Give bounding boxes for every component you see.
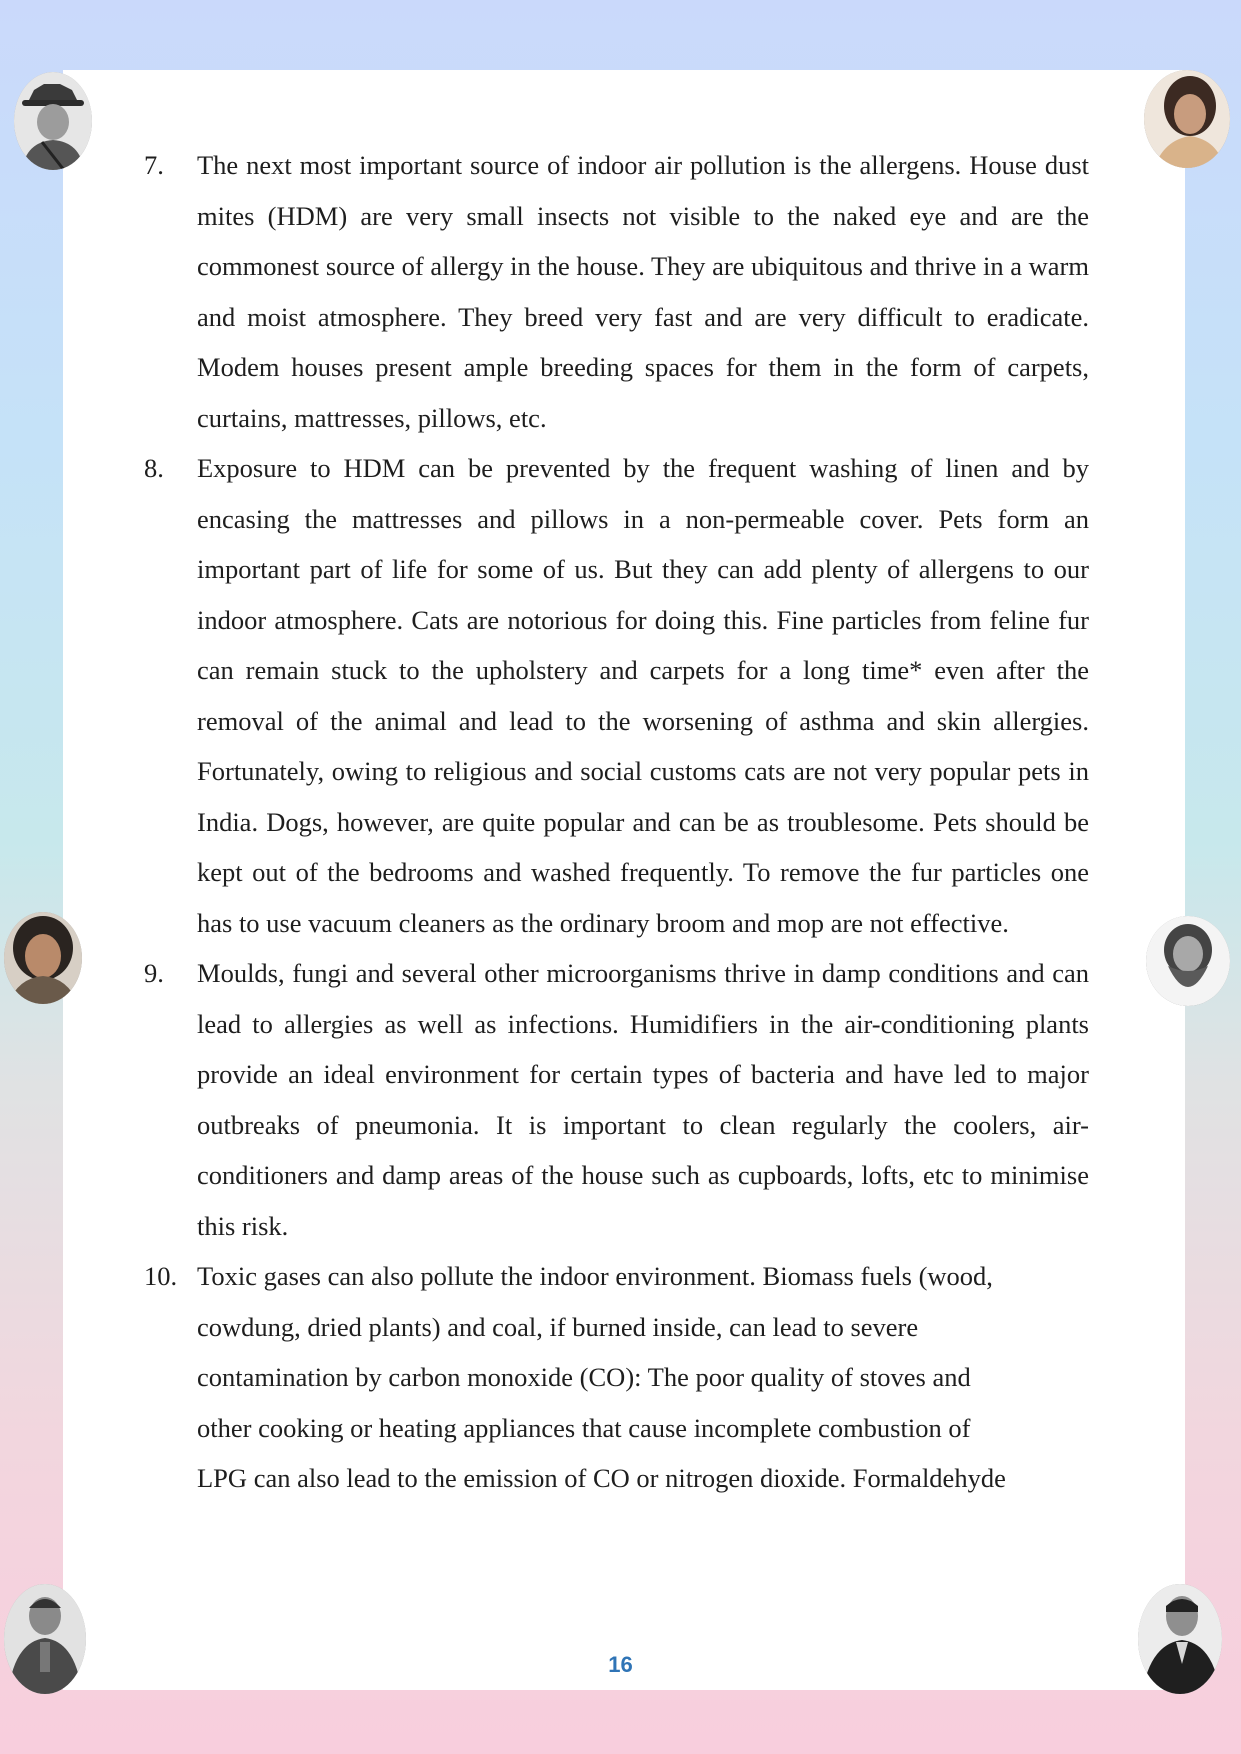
- list-item: [134, 948, 1089, 1251]
- list-item-number: 10.: [144, 1261, 178, 1291]
- list-item-text: Moulds, fungi and several other microorganisms thrive in damp conditions and can lead to allergies as well as infections. Humidifiers in the air-conditioning plants provide an ideal environment for certain types of bacteria and have led to major outbreaks of pneumonia. It is important to clean regularly the coolers, air-conditioners and damp areas of the house such as cupboards, lofts, etc to minimise this risk.: [197, 958, 1089, 1241]
- list-item-line: other cooking or heating appliances that cause incomplete combustion of: [197, 1412, 971, 1443]
- list-item: [134, 140, 1089, 443]
- man-with-hat-portrait: [14, 72, 92, 170]
- list-item-number: 9.: [144, 958, 164, 988]
- bearded-man-portrait: [1146, 916, 1230, 1006]
- woman-portrait-left: [4, 912, 82, 1004]
- list-item-number: 8.: [144, 453, 164, 483]
- page-number: 16: [608, 1652, 633, 1677]
- list-item-number: 7.: [144, 150, 164, 180]
- list-item-text: Exposure to HDM can be prevented by the frequent washing of linen and by encasing the mattresses and pillows in a non-permeable cover. Pets form an important part of life for some of us. But they can add plenty of allergens to our indoor atmosphere. Cats are notorious for doing this. Fine particles from feline fur can remain stuck to the upholstery and carpets for a long time* even after the removal of the animal and lead to the worsening of asthma and skin allergies. Fortunately, owing to religious and social customs cats are not very popular pets in India. Dogs, however, are quite popular and can be as troublesome. Pets should be kept out of the bedrooms and washed frequently. To remove the fur particles one has to use vacuum cleaners as the ordinary broom and mop are not effective.: [197, 453, 1089, 938]
- list-item-line: Toxic gases can also pollute the indoor environment. Biomass fuels (wood,: [197, 1261, 993, 1291]
- document-body: [134, 140, 1089, 1504]
- list-item: [134, 443, 1089, 948]
- list-item-line: contamination by carbon monoxide (CO): The poor quality of stoves and: [197, 1362, 971, 1392]
- list-item-text: The next most important source of indoor air pollution is the allergens. House dust mites (HDM) are very small insects not visible to the naked eye and are the commonest source of allergy in the house. They are ubiquitous and thrive in a warm and moist atmosphere. They breed very fast and are very difficult to eradicate. Modem houses present ample breeding spaces for them in the form of carpets, curtains, mattresses, pillows, etc.: [197, 150, 1089, 433]
- woman-portrait-top-right: [1144, 70, 1230, 168]
- list-item-line: cowdung, dried plants) and coal, if burned inside, can lead to severe: [197, 1311, 919, 1342]
- list-item: [134, 1251, 1089, 1504]
- list-item-line: LPG can also lead to the emission of CO or nitrogen dioxide. Formaldehyde: [197, 1463, 1006, 1493]
